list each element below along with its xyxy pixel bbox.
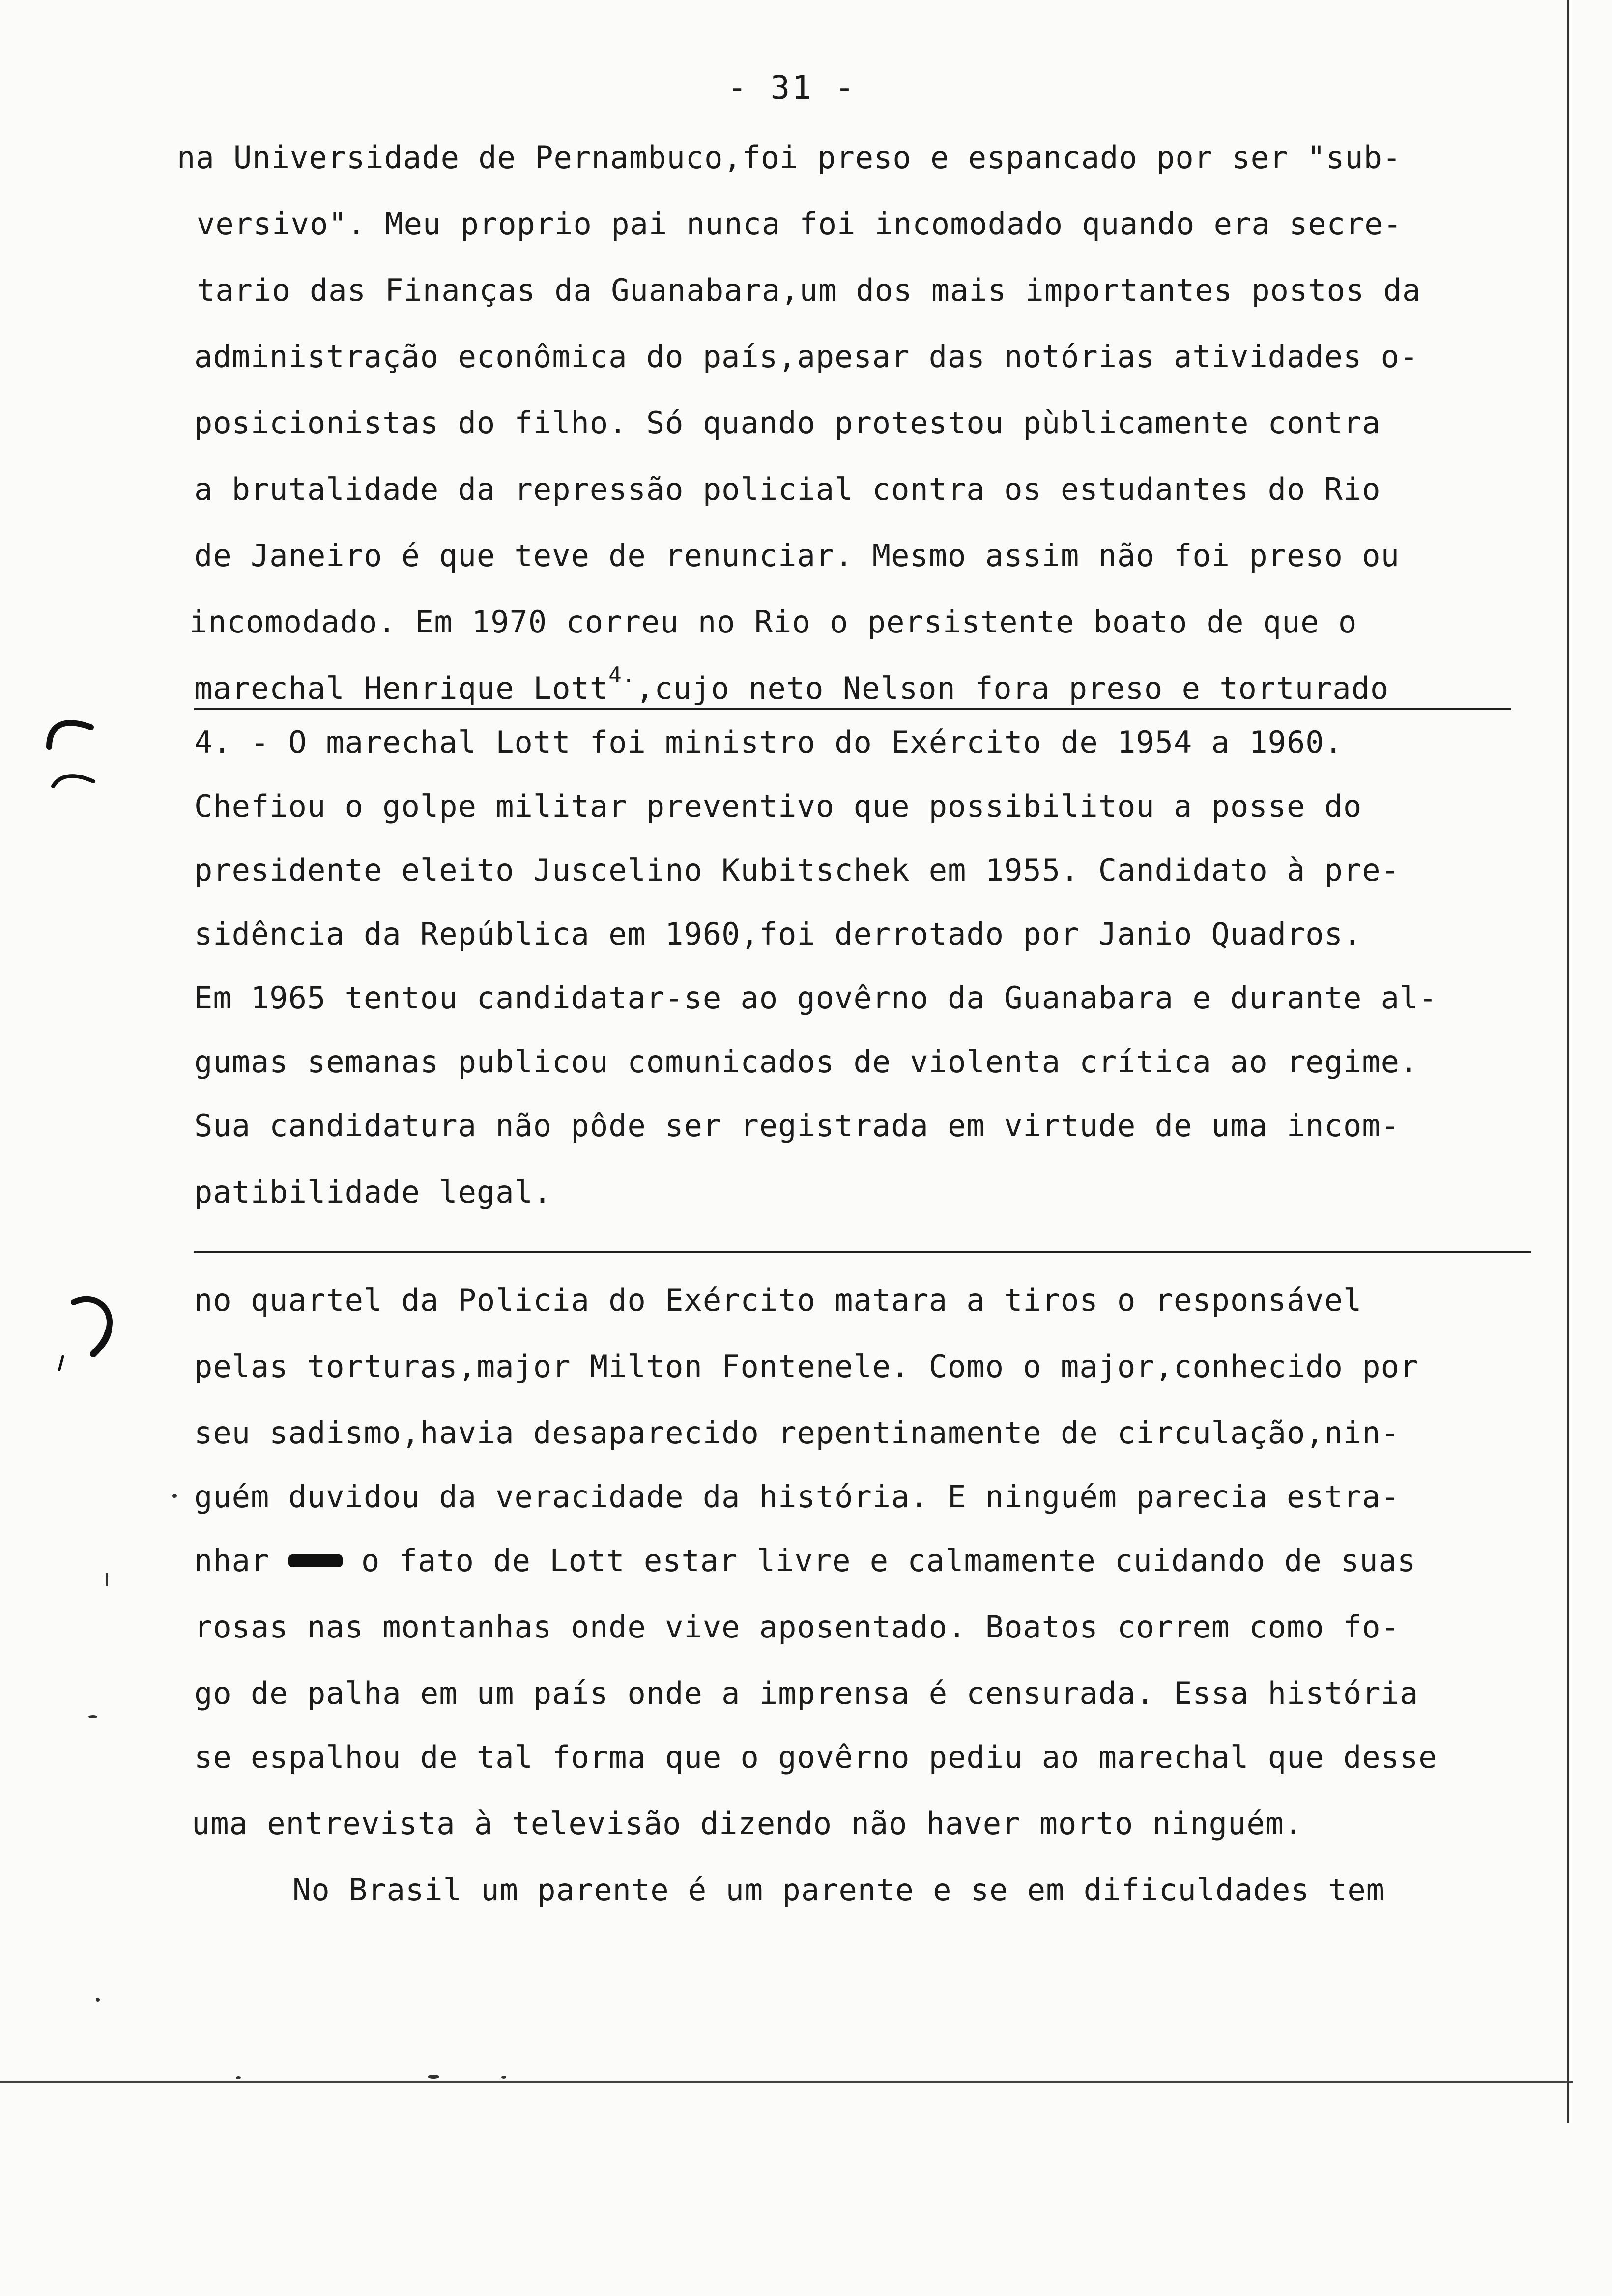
body-line: tario das Finanças da Guanabara,um dos mais importantes postos da bbox=[197, 272, 1421, 308]
footnote-line: gumas semanas publicou comunicados de violenta crítica ao regime. bbox=[194, 1044, 1419, 1080]
page-bottom-rule bbox=[0, 2081, 1573, 2083]
body-line: a brutalidade da repressão policial contra os estudantes do Rio bbox=[194, 471, 1381, 507]
body-text: marechal Henrique Lott bbox=[194, 670, 609, 706]
body-line: no quartel da Policia do Exército matara a tiros o responsável bbox=[194, 1282, 1362, 1318]
body-line: guém duvidou da veracidade da história. E ninguém parecia estra- bbox=[194, 1479, 1400, 1515]
body-line: uma entrevista à televisão dizendo não haver morto ninguém. bbox=[192, 1806, 1303, 1841]
body-line-with-footnote-ref bbox=[194, 662, 1389, 706]
scan-speck bbox=[428, 2075, 439, 2079]
scan-speck bbox=[236, 2076, 241, 2079]
footnote-line: patibilidade legal. bbox=[194, 1174, 552, 1210]
footnote-line: Em 1965 tentou candidatar-se ao govêrno da Guanabara e durante al- bbox=[194, 980, 1438, 1016]
scan-speck bbox=[88, 1715, 97, 1718]
body-line: se espalhou de tal forma que o govêrno pediu ao marechal que desse bbox=[194, 1739, 1438, 1775]
body-line: versivo". Meu proprio pai nunca foi incomodado quando era secre- bbox=[197, 206, 1402, 242]
footnote-line: presidente eleito Juscelino Kubitschek em 1955. Candidato à pre- bbox=[194, 852, 1400, 888]
body-line: seu sadismo,havia desaparecido repentinamente de circulação,nin- bbox=[194, 1415, 1400, 1451]
paragraph-start-line: No Brasil um parente é um parente e se em dificuldades tem bbox=[292, 1872, 1385, 1908]
body-line: posicionistas do filho. Só quando protestou pùblicamente contra bbox=[194, 405, 1381, 441]
binder-hole-mark-top bbox=[44, 698, 103, 791]
page-right-edge-line bbox=[1567, 0, 1569, 2123]
body-line: go de palha em um país onde a imprensa é censurada. Essa história bbox=[194, 1675, 1419, 1711]
scan-speck bbox=[96, 1998, 100, 2002]
footnote-line: Sua candidatura não pôde ser registrada em virtude de uma incom- bbox=[194, 1108, 1400, 1144]
body-text: ,cujo neto Nelson fora preso e torturado bbox=[635, 670, 1389, 706]
body-line: rosas nas montanhas onde vive aposentado. Boatos correm como fo- bbox=[194, 1609, 1400, 1645]
body-line: pelas torturas,major Milton Fontenele. Como o major,conhecido por bbox=[194, 1349, 1419, 1384]
body-line: de Janeiro é que teve de renunciar. Mesmo assim não foi preso ou bbox=[194, 538, 1400, 574]
binder-hole-mark-bottom bbox=[49, 1288, 123, 1371]
footnote-line: Chefiou o golpe militar preventivo que possibilitou a posse do bbox=[194, 788, 1362, 824]
body-line-with-redaction bbox=[194, 1543, 1416, 1578]
body-line: na Universidade de Pernambuco,foi preso e espancado por ser "sub- bbox=[177, 140, 1402, 175]
body-text: o fato de Lott estar livre e calmamente cuidando de suas bbox=[342, 1543, 1416, 1578]
redaction-mark bbox=[288, 1554, 343, 1567]
body-line: incomodado. Em 1970 correu no Rio o persistente boato de que o bbox=[189, 604, 1357, 640]
section-separator-rule bbox=[194, 1251, 1531, 1253]
page-number: - 31 - bbox=[727, 69, 857, 107]
body-line: administração econômica do país,apesar das notórias atividades o- bbox=[194, 339, 1419, 374]
scan-speck bbox=[106, 1573, 108, 1586]
footnote-top-rule bbox=[194, 708, 1511, 710]
footnote-line: sidência da República em 1960,foi derrotado por Janio Quadros. bbox=[194, 916, 1362, 952]
body-text: nhar bbox=[194, 1543, 288, 1578]
footnote-reference: 4. bbox=[608, 662, 636, 688]
footnote-line: 4. - O marechal Lott foi ministro do Exército de 1954 a 1960. bbox=[194, 724, 1343, 760]
scan-speck bbox=[172, 1494, 177, 1498]
scan-speck bbox=[501, 2076, 506, 2079]
